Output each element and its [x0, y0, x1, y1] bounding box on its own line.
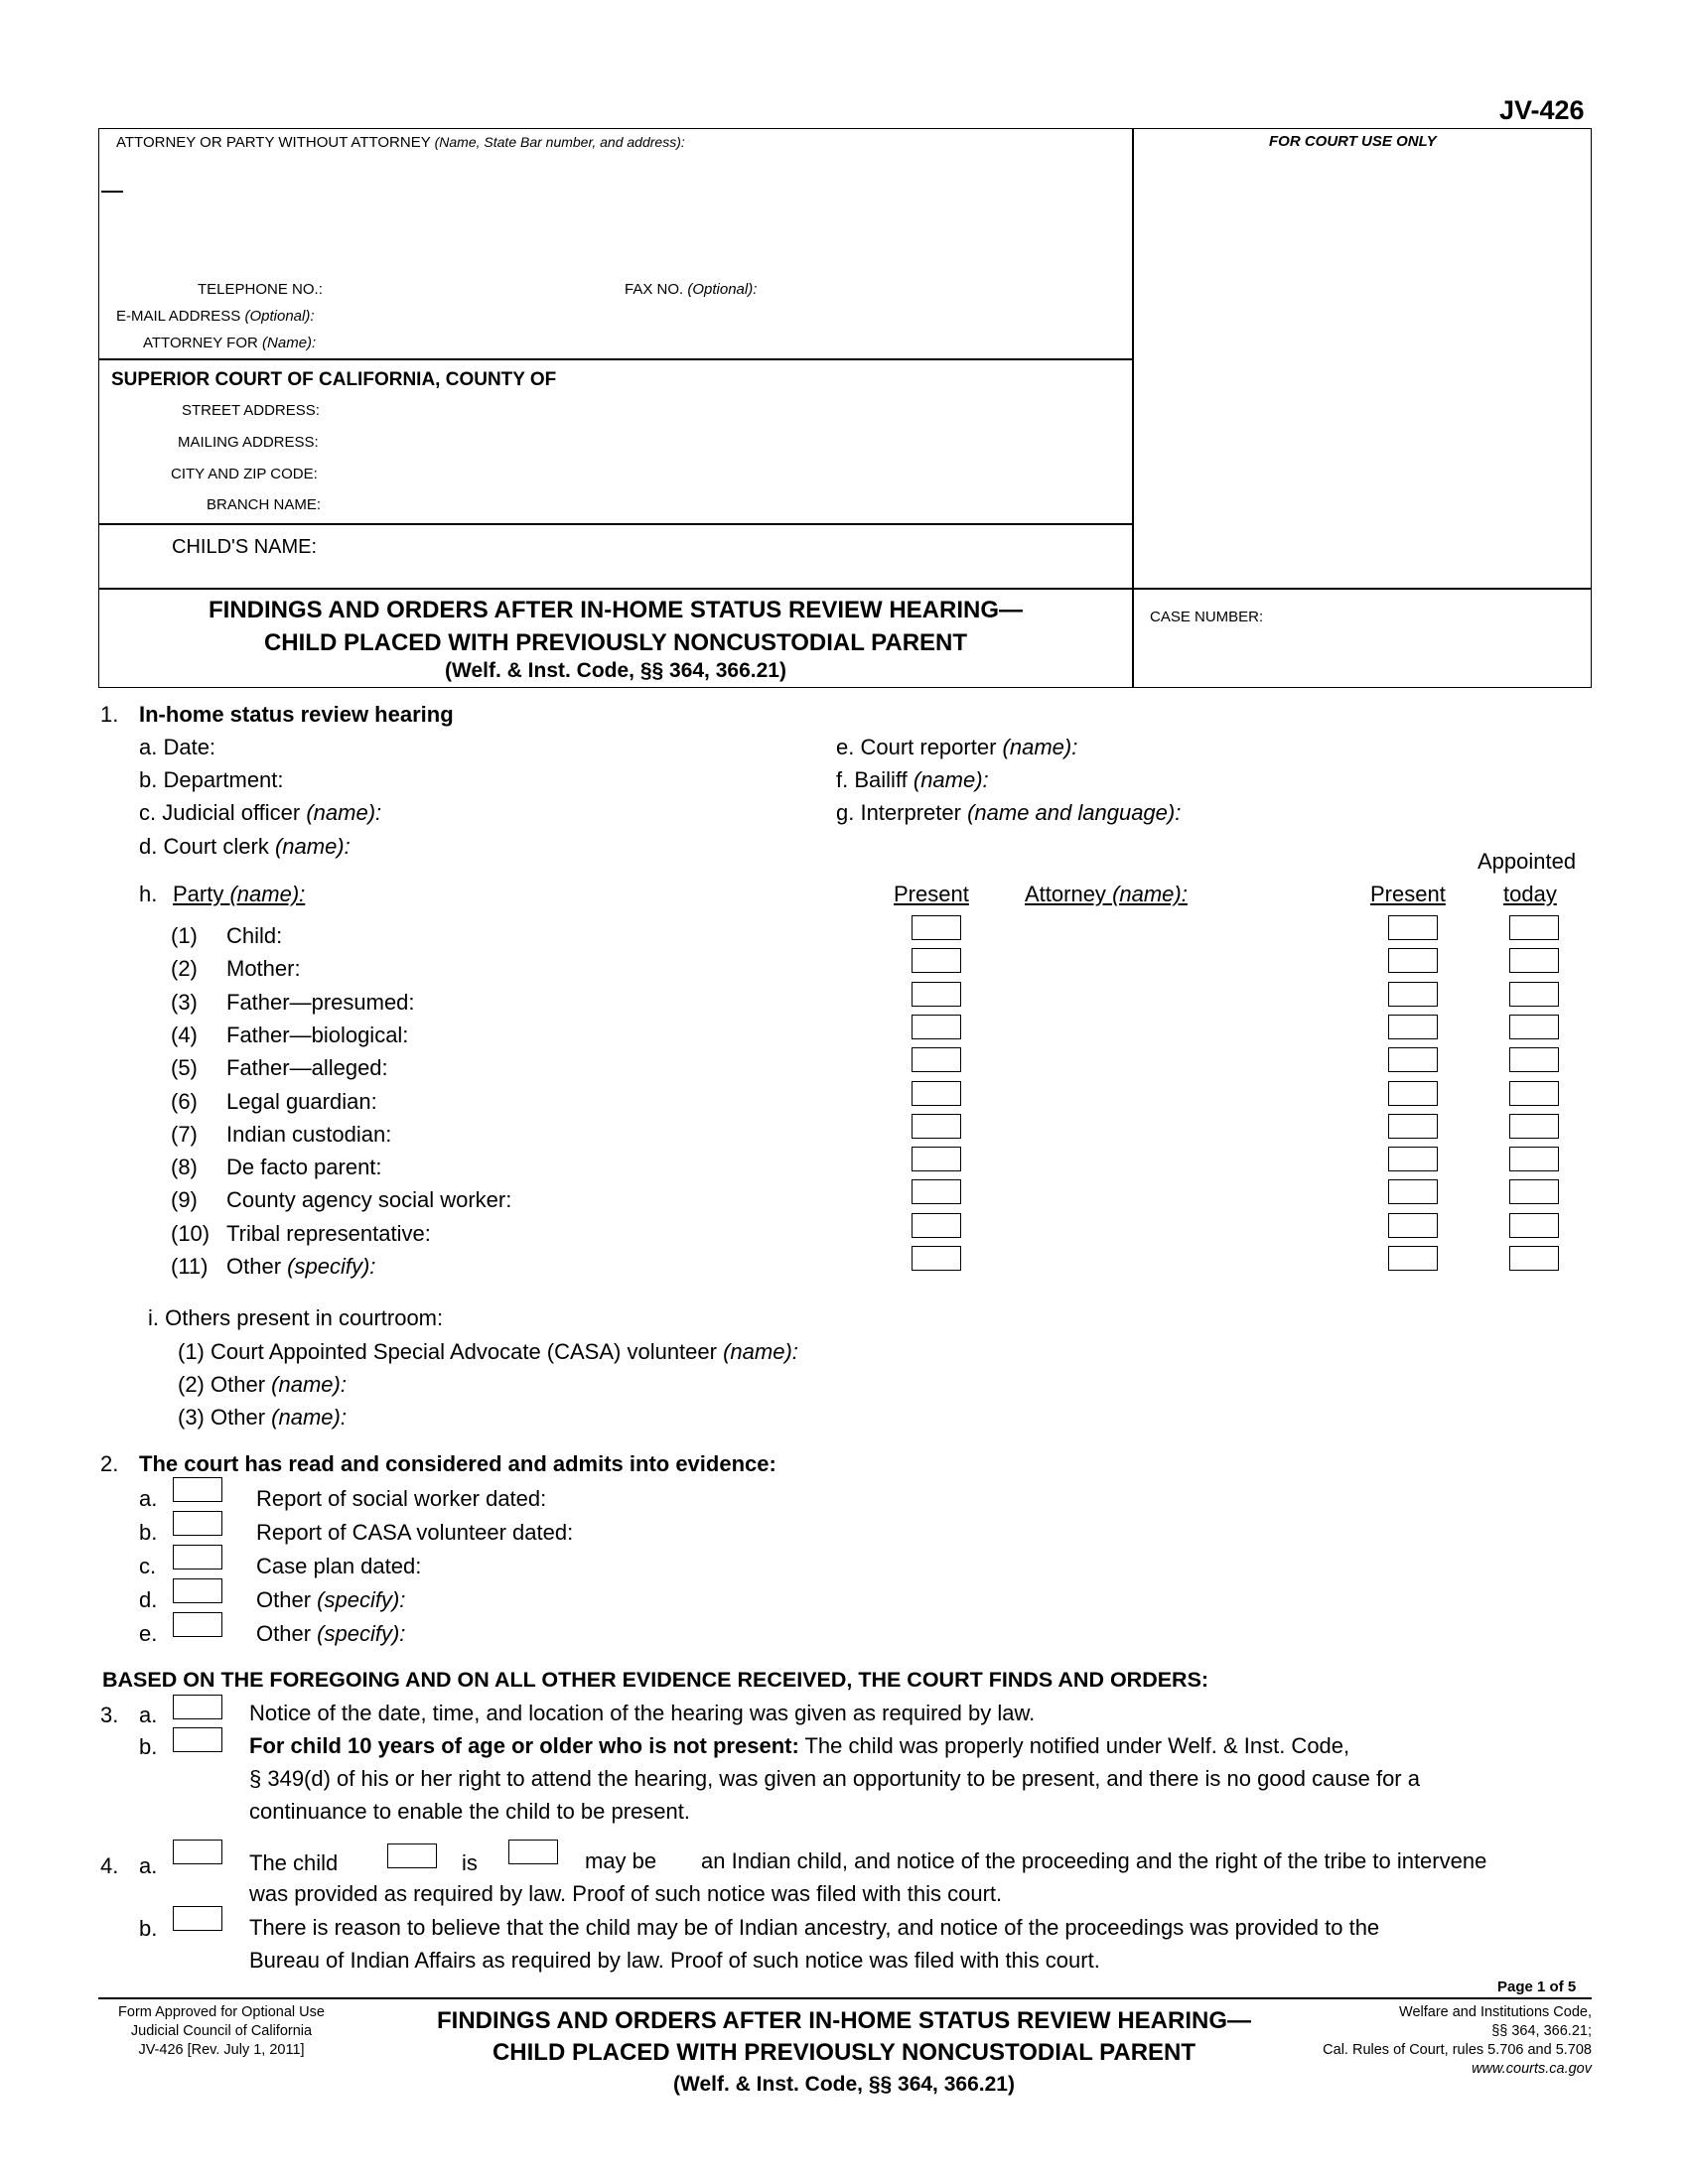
others-casa-italic: (name): [723, 1339, 798, 1364]
hearing-bailiff [836, 767, 989, 793]
email-label [116, 308, 315, 325]
city-zip-label: CITY AND ZIP CODE: [171, 466, 318, 482]
attorney-address-field[interactable] [129, 159, 1122, 278]
section4-b-line2: Bureau of Indian Affairs as required by law. Proof of such notice was filed with this court. [249, 1948, 1100, 1973]
appointed-today-checkbox[interactable] [1509, 1114, 1559, 1139]
evidence-letter: c. [139, 1554, 157, 1578]
section3-number: 3. [100, 1703, 119, 1727]
party-label-text: Other [226, 1254, 282, 1279]
evidence-letter: d. [139, 1587, 158, 1612]
party-label-text: Indian custodian: [226, 1122, 392, 1147]
party-label-italic: (specify): [287, 1254, 376, 1279]
party-h-letter: h. [139, 882, 158, 906]
footer-title [348, 2005, 1340, 2101]
child-name-label: CHILD'S NAME: [172, 536, 318, 558]
others-present: i. Others present in courtroom: [148, 1305, 444, 1330]
section4-a-child: The child [249, 1850, 339, 1875]
based-on-heading: BASED ON THE FOREGOING AND ON ALL OTHER EVIDENCE RECEIVED, THE COURT FINDS AND ORDERS: [102, 1668, 1209, 1692]
appointed-today-checkbox[interactable] [1509, 1147, 1559, 1171]
present-column-header: Present [894, 882, 969, 906]
evidence-text [256, 1520, 573, 1546]
party-present-checkbox[interactable] [912, 1179, 961, 1204]
party-row-number: (11) [171, 1254, 209, 1279]
party-present-checkbox[interactable] [912, 948, 961, 973]
party-row-number: (4) [171, 1023, 198, 1047]
attorney-label-text: ATTORNEY OR PARTY WITHOUT ATTORNEY [116, 134, 431, 151]
party-header-text: Party [173, 882, 224, 906]
hearing-court-reporter [836, 735, 1077, 760]
evidence-text-italic: (specify): [317, 1587, 406, 1612]
section4-a-rest: an Indian child, and notice of the proceeding and the right of the tribe to intervene [701, 1848, 1487, 1873]
attorney-header-text: Attorney [1025, 882, 1106, 906]
party-label-text: Child: [226, 923, 283, 948]
party-present-checkbox[interactable] [912, 1147, 961, 1171]
section3-b-line2: § 349(d) of his or her right to attend the hearing, was given an opportunity to be present, and there is no good cause for a [249, 1766, 1420, 1791]
others-other-2-italic: (name): [271, 1405, 347, 1430]
attorney-present-checkbox[interactable] [1388, 915, 1438, 940]
party-present-checkbox[interactable] [912, 1081, 961, 1106]
appointed-today-checkbox[interactable] [1509, 1179, 1559, 1204]
party-label-text: Father—biological: [226, 1023, 409, 1047]
attorney-present-checkbox[interactable] [1388, 1147, 1438, 1171]
evidence-checkbox[interactable] [173, 1545, 222, 1570]
party-label-text: Father—presumed: [226, 990, 415, 1015]
party-row-number: (6) [171, 1089, 198, 1114]
bailiff-text: f. Bailiff [836, 767, 908, 792]
section3-a-checkbox[interactable] [173, 1695, 222, 1719]
bailiff-italic: (name): [913, 767, 989, 792]
party-row-number: (1) [171, 923, 198, 948]
section4-a-is: is [462, 1850, 478, 1875]
appointed-today-checkbox[interactable] [1509, 1047, 1559, 1072]
footer-left-line1: Form Approved for Optional Use [118, 2004, 325, 2020]
others-other-2-text: (3) Other [178, 1405, 266, 1430]
section3-b-checkbox[interactable] [173, 1727, 222, 1752]
evidence-text-label: Report of social worker dated: [256, 1486, 547, 1511]
attorney-for-italic: (Name): [262, 335, 317, 351]
section1-number: 1. [100, 702, 119, 727]
attorney-present-checkbox[interactable] [1388, 1015, 1438, 1039]
appointed-today-checkbox[interactable] [1509, 1015, 1559, 1039]
attorney-present-checkbox[interactable] [1388, 1047, 1438, 1072]
interpreter-italic: (name and language): [967, 800, 1182, 825]
party-row-label [226, 1089, 377, 1115]
attorney-for-label [143, 335, 316, 351]
footer-left [98, 2003, 345, 2060]
section2-number: 2. [100, 1451, 119, 1476]
section4-a-line2: was provided as required by law. Proof of such notice was filed with this court. [249, 1881, 1003, 1906]
attorney-present-column-header: Present [1370, 882, 1446, 906]
appointed-today-checkbox[interactable] [1509, 1246, 1559, 1271]
section3-b-bold: For child 10 years of age or older who is not present: [249, 1733, 799, 1758]
attorney-present-checkbox[interactable] [1388, 1114, 1438, 1139]
evidence-text-label: Case plan dated: [256, 1554, 422, 1578]
attorney-present-checkbox[interactable] [1388, 1179, 1438, 1204]
court-heading: SUPERIOR COURT OF CALIFORNIA, COUNTY OF [111, 369, 557, 390]
court-clerk-text: d. Court clerk [139, 834, 269, 859]
form-title-line2: CHILD PLACED WITH PREVIOUSLY NONCUSTODIAL PARENT [263, 629, 968, 656]
evidence-text [256, 1587, 405, 1613]
court-clerk-italic: (name): [274, 834, 351, 859]
party-label-text: Father—alleged: [226, 1055, 388, 1080]
evidence-text [256, 1621, 405, 1647]
party-row-label [226, 1221, 431, 1247]
evidence-letter: e. [139, 1621, 158, 1646]
section4-b-letter: b. [139, 1916, 158, 1941]
attorney-label [116, 134, 685, 151]
footer-left-line3: JV-426 [Rev. July 1, 2011] [138, 2042, 305, 2058]
party-present-checkbox[interactable] [912, 982, 961, 1007]
section1-heading: In-home status review hearing [139, 702, 454, 727]
fax-label-italic: (Optional): [687, 281, 758, 298]
appointed-today-checkbox[interactable] [1509, 982, 1559, 1007]
party-label-text: De facto parent: [226, 1155, 382, 1179]
section4-b-line1: There is reason to believe that the child may be of Indian ancestry, and notice of the proceedings was provided to the [249, 1915, 1380, 1940]
evidence-text-label: Other [256, 1587, 312, 1612]
others-other-2 [178, 1405, 347, 1431]
footer-right-line2: §§ 364, 366.21; [1491, 2023, 1592, 2039]
footer-left-line2: Judicial Council of California [130, 2023, 313, 2039]
footer-right-line1: Welfare and Institutions Code, [1399, 2004, 1592, 2020]
telephone-label: TELEPHONE NO.: [198, 281, 323, 298]
email-label-text: E-MAIL ADDRESS [116, 308, 241, 325]
court-use-label: FOR COURT USE ONLY [1269, 133, 1437, 150]
judicial-officer-italic: (name): [306, 800, 382, 825]
party-row-label [226, 990, 415, 1016]
party-label-text: County agency social worker: [226, 1187, 512, 1212]
evidence-text [256, 1486, 546, 1512]
others-other-1 [178, 1372, 347, 1398]
footer-title-line1: FINDINGS AND ORDERS AFTER IN-HOME STATUS REVIEW HEARING— [436, 2007, 1251, 2034]
others-casa [178, 1339, 798, 1365]
attorney-present-checkbox[interactable] [1388, 1081, 1438, 1106]
court-reporter-italic: (name): [1002, 735, 1078, 759]
party-row-label [226, 1055, 388, 1081]
mailing-address-label: MAILING ADDRESS: [178, 434, 319, 451]
section4-a-checkbox[interactable] [173, 1840, 222, 1864]
party-row-number: (9) [171, 1187, 198, 1212]
appointed-column-header: Appointed [1477, 849, 1577, 874]
party-column-header [173, 882, 305, 907]
party-present-checkbox[interactable] [912, 1246, 961, 1271]
party-row-number: (5) [171, 1055, 198, 1080]
party-present-checkbox[interactable] [912, 1114, 961, 1139]
section2-heading: The court has read and considered and admits into evidence: [139, 1451, 776, 1476]
email-label-italic: (Optional): [244, 308, 315, 325]
attorney-label-italic: (Name, State Bar number, and address): [434, 134, 685, 150]
footer-title-line3: (Welf. & Inst. Code, §§ 364, 366.21) [673, 2073, 1015, 2096]
section3-b-line3: continuance to enable the child to be present. [249, 1799, 690, 1824]
form-title-line3: (Welf. & Inst. Code, §§ 364, 366.21) [445, 659, 786, 682]
section4-a-maybe-checkbox[interactable] [508, 1840, 558, 1864]
footer-website-link[interactable]: www.courts.ca.gov [1472, 2061, 1592, 2077]
party-present-checkbox[interactable] [912, 1015, 961, 1039]
street-address-label: STREET ADDRESS: [182, 402, 320, 419]
party-row-label [226, 1023, 408, 1048]
footer-right-line3: Cal. Rules of Court, rules 5.706 and 5.708 [1323, 2042, 1592, 2058]
evidence-checkbox[interactable] [173, 1612, 222, 1637]
party-row-number: (8) [171, 1155, 198, 1179]
section3-a-letter: a. [139, 1703, 158, 1727]
attorney-present-checkbox[interactable] [1388, 948, 1438, 973]
party-row-label [226, 1187, 511, 1213]
section3-a-text: Notice of the date, time, and location of the hearing was given as required by law. [249, 1701, 1036, 1725]
section3-b-line1 [249, 1733, 1349, 1759]
footer-rule [98, 1997, 1592, 1999]
judicial-officer-text: c. Judicial officer [139, 800, 301, 825]
party-row-label [226, 1155, 382, 1180]
section4-a-maybe: may be [585, 1848, 657, 1873]
party-label-text: Mother: [226, 956, 301, 981]
evidence-checkbox[interactable] [173, 1578, 222, 1603]
others-other-1-italic: (name): [271, 1372, 347, 1397]
hearing-department: b. Department: [139, 767, 284, 792]
party-row-number: (7) [171, 1122, 198, 1147]
hearing-court-clerk [139, 834, 351, 860]
court-reporter-text: e. Court reporter [836, 735, 997, 759]
party-present-checkbox[interactable] [912, 1213, 961, 1238]
divider-child [98, 588, 1592, 590]
appointed-today-checkbox[interactable] [1509, 915, 1559, 940]
section4-a-is-checkbox[interactable] [387, 1843, 437, 1868]
branch-name-label: BRANCH NAME: [207, 496, 322, 513]
section3-b-text: The child was properly notified under Welf. & Inst. Code, [798, 1733, 1350, 1758]
party-row-label [226, 1254, 375, 1280]
hearing-interpreter [836, 800, 1181, 826]
party-row-label [226, 956, 301, 982]
section4-a-letter: a. [139, 1853, 158, 1878]
form-number: JV-426 [1499, 95, 1585, 125]
others-casa-text: (1) Court Appointed Special Advocate (CASA) volunteer [178, 1339, 717, 1364]
party-row-number: (2) [171, 956, 198, 981]
case-number-label: CASE NUMBER: [1150, 609, 1264, 625]
attorney-present-checkbox[interactable] [1388, 1246, 1438, 1271]
attorney-present-checkbox[interactable] [1388, 982, 1438, 1007]
fax-label [625, 281, 757, 298]
party-row-number: (10) [171, 1221, 211, 1246]
party-present-checkbox[interactable] [912, 915, 961, 940]
page-number: Page 1 of 5 [1497, 1979, 1577, 1995]
appointed-today-checkbox[interactable] [1509, 1213, 1559, 1238]
hearing-judicial-officer [139, 800, 381, 826]
party-row-number: (3) [171, 990, 198, 1015]
footer-title-line2: CHILD PLACED WITH PREVIOUSLY NONCUSTODIAL PARENT [492, 2039, 1196, 2066]
attorney-present-checkbox[interactable] [1388, 1213, 1438, 1238]
evidence-text-italic: (specify): [317, 1621, 406, 1646]
section4-b-checkbox[interactable] [173, 1906, 222, 1931]
section4-number: 4. [100, 1853, 119, 1878]
appointed-today-checkbox[interactable] [1509, 1081, 1559, 1106]
fax-label-text: FAX NO. [625, 281, 684, 298]
hearing-date: a. Date: [139, 735, 216, 759]
party-header-italic: (name): [229, 882, 306, 906]
evidence-checkbox[interactable] [173, 1477, 222, 1502]
party-row-label [226, 1122, 391, 1148]
evidence-text-label: Report of CASA volunteer dated: [256, 1520, 574, 1545]
party-row-label [226, 923, 282, 949]
attorney-name-field[interactable] [101, 191, 123, 193]
evidence-text [256, 1554, 421, 1579]
evidence-checkbox[interactable] [173, 1511, 222, 1536]
party-present-checkbox[interactable] [912, 1047, 961, 1072]
party-label-text: Legal guardian: [226, 1089, 377, 1114]
others-other-1-text: (2) Other [178, 1372, 266, 1397]
appointed-today-checkbox[interactable] [1509, 948, 1559, 973]
evidence-letter: b. [139, 1520, 158, 1545]
attorney-header-italic: (name): [1112, 882, 1188, 906]
footer-right [1244, 2003, 1592, 2079]
divider-attorney [98, 358, 1133, 360]
divider-court [98, 523, 1133, 525]
form-title-line1: FINDINGS AND ORDERS AFTER IN-HOME STATUS REVIEW HEARING— [208, 597, 1023, 623]
today-column-header: today [1503, 882, 1557, 906]
party-label-text: Tribal representative: [226, 1221, 431, 1246]
attorney-column-header [1025, 882, 1188, 907]
evidence-letter: a. [139, 1486, 158, 1511]
evidence-text-label: Other [256, 1621, 312, 1646]
interpreter-text: g. Interpreter [836, 800, 961, 825]
section3-b-letter: b. [139, 1734, 158, 1759]
attorney-for-text: ATTORNEY FOR [143, 335, 258, 351]
